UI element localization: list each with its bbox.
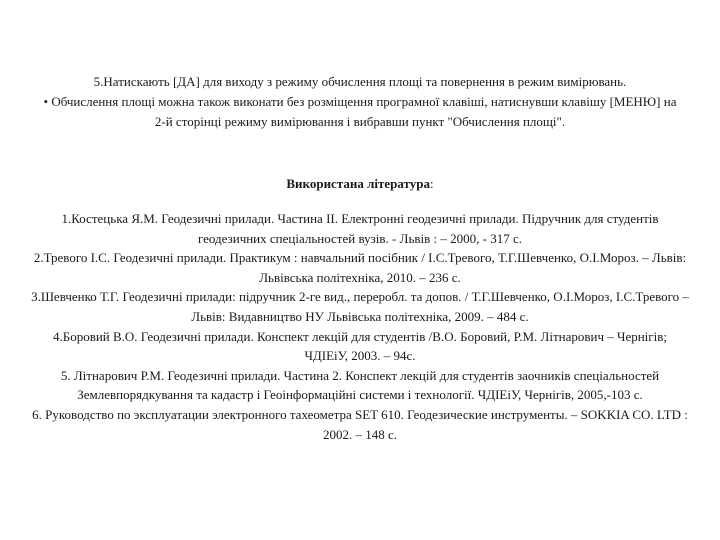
- literature-heading-text: Використана література: [286, 176, 431, 191]
- literature-item: 4.Боровий В.О. Геодезичні прилади. Конспект лекцій для студентів /В.О. Боровий, Р.М. Літнарович – Чернігів; ЧДІЕіУ, 2003. – 94с.: [52, 328, 667, 364]
- intro-text: [40, 72, 680, 132]
- literature-item: 5. Літнарович Р.М. Геодезичні прилади. Частина 2. Конспект лекцій для студентів заочників спеціальностей Землевпорядкування та кадастр і Геоінформаційні системи і технології. ЧДІЕіУ, Чернігів, 2005,-103 с.: [60, 367, 660, 403]
- intro-step-5: 5.Натискають [ДА] для виходу з режиму обчислення площі та повернення в режим вимірювань.: [93, 74, 627, 89]
- literature-item: 3.Шевченко Т.Г. Геодезичні прилади: підручник 2-ге вид., переробл. та допов. / Т.Г.Шевченко, О.І.Мороз, І.С.Тревого – Львів: Видавництво НУ Львівська політехніка, 2009. – 484 с.: [31, 289, 689, 324]
- literature-heading-colon: :: [430, 176, 434, 191]
- literature-heading: [0, 174, 720, 194]
- literature-list: [30, 209, 690, 444]
- literature-item: 2.Тревого І.С. Геодезичні прилади. Практикум : навчальний посібник / І.С.Тревого, Т.Г.Шевченко, О.І.Мороз. – Львів: Львівська політехніка, 2010. – 236 с.: [33, 250, 687, 285]
- intro-note: • Обчислення площі можна також виконати без розміщення програмної клавіші, натиснувши клавішу [МЕНЮ] на 2-й сторінці режиму вимірювання і вибравши пункт "Обчислення площі".: [43, 94, 677, 129]
- literature-item: 6. Руководство по эксплуатации электронного тахеометра SET 610. Геодезические инструменты. – SOKKIA CO. LTD : 2002. – 148 с.: [32, 406, 688, 442]
- literature-item: 1.Костецька Я.М. Геодезичні прилади. Частина ІІ. Електронні геодезичні прилади. Підручник для студентів геодезичних спеціальностей вузів. - Львів : – 2000, - 317 с.: [61, 211, 659, 246]
